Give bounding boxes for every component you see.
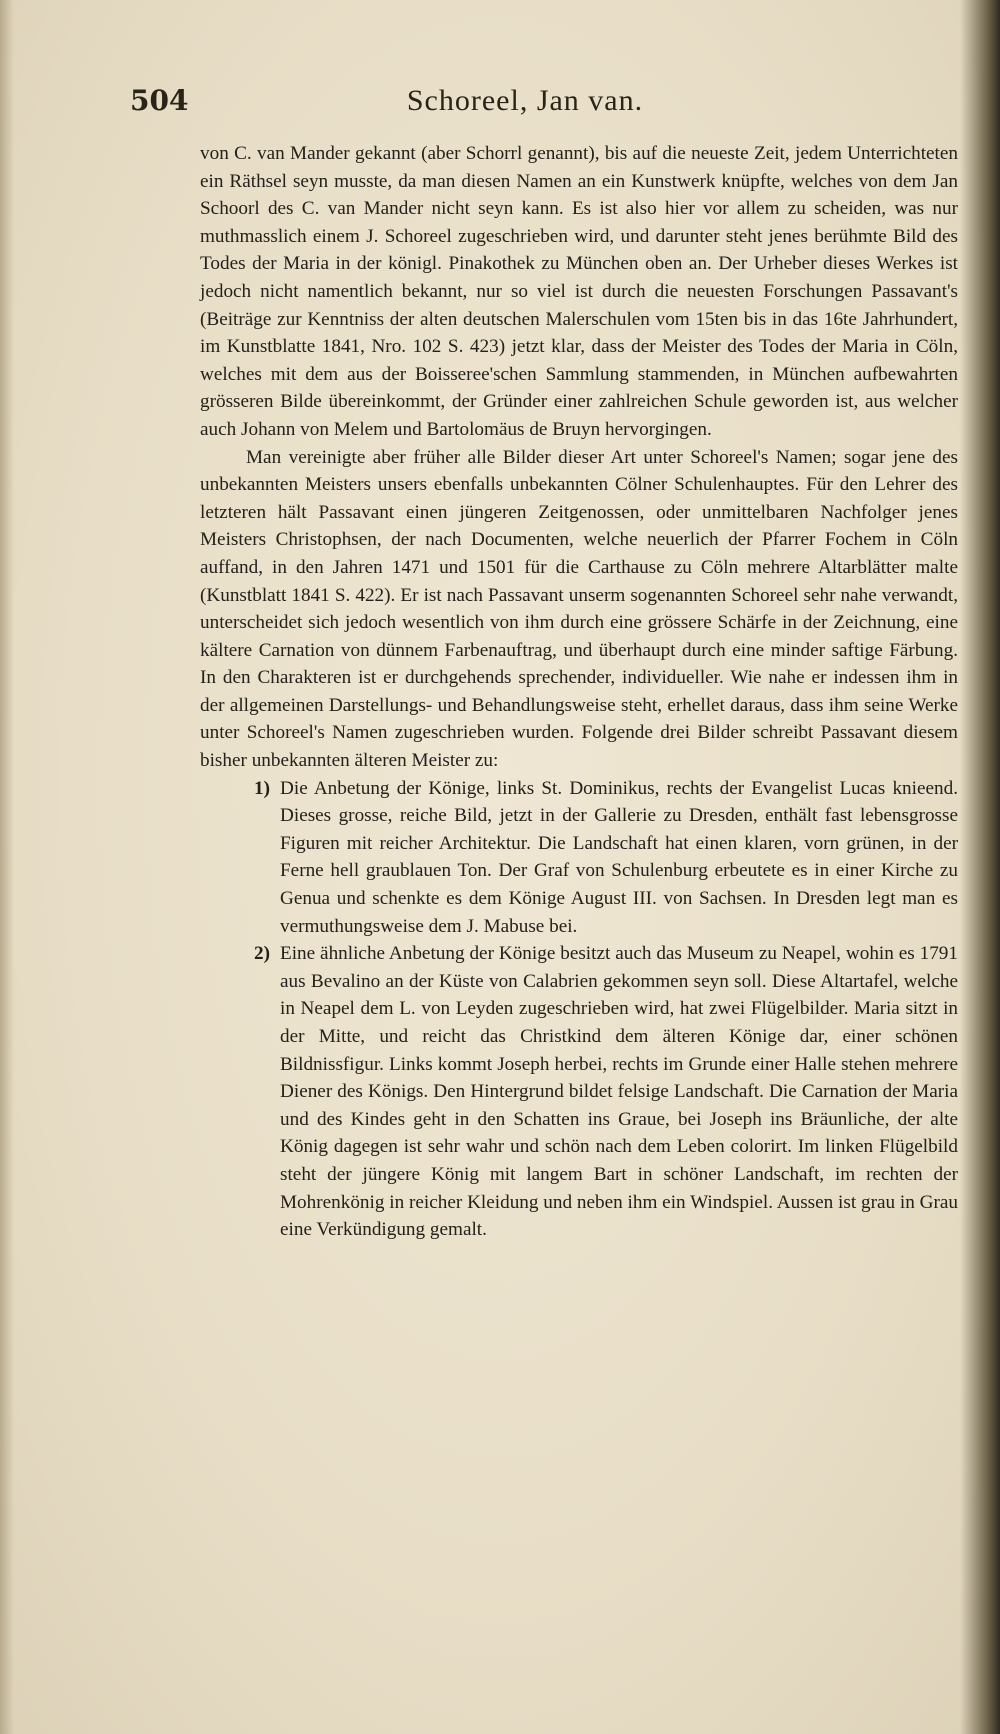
page-left-edge-shadow [0,0,14,1734]
page-spine-shadow [960,0,1000,1734]
list-item-text: Die Anbetung der Könige, links St. Dominikus, rechts der Evangelist Lucas knieend. Dieses grosse, reiche Bild, jetzt in der Gallerie zu Dresden, enthält fast lebensgrosse Figuren mit reicher Architektur. Die Landschaft hat einen klaren, vorn grünen, in der Ferne hell graublauen Ton. Der Graf von Schulenburg erbeutete es in einer Kirche zu Genua und schenkte es dem Könige August III. von Sachsen. In Dresden legt man es vermuthungsweise dem J. Mabuse bei. [280,777,958,937]
running-head: Schoreel, Jan van. [406,84,644,117]
body-text [200,140,958,1244]
list-item-number: 1) [254,777,270,799]
list-item-number: 2) [254,943,270,965]
paragraph: Man vereinigte aber früher alle Bilder dieser Art unter Schoreel's Namen; sogar jene des unbekannten Meisters unsers ebenfalls unbekannten Cölner Schulenhauptes. Für den Lehrer des letzteren hält Passavant einen jüngeren Zeitgenossen, oder unmittelbaren Nachfolger jenes Meisters Christophsen, der nach Documenten, welche neuerlich der Pfarrer Fochem in Cöln auffand, in den Jahren 1471 und 1501 für die Carthause zu Cöln mehrere Altarblätter malte (Kunstblatt 1841 S. 422). Er ist nach Passavant unserm sogenannten Schoreel sehr nahe verwandt, unterscheidet sich jedoch wesentlich von ihm durch eine grössere Schärfe in der Zeichnung, eine kältere Carnation von dünnem Farbenauftrag, und überhaupt durch eine minder saftige Färbung. In den Charakteren ist er durchgehends sprechender, individueller. Wie nahe er indessen ihm in der allgemeinen Darstellungs- und Behandlungsweise steht, erhellet daraus, dass ihm seine Werke unter Schoreel's Namen zugeschrieben wurden. Folgende drei Bilder schreibt Passavant diesem bisher unbekannten älteren Meister zu: [200,446,958,772]
list-item [200,940,958,1244]
list-item-text: Eine ähnliche Anbetung der Könige besitzt auch das Museum zu Neapel, wohin es 1791 aus Bevalino an der Küste von Calabrien gekommen seyn soll. Diese Altartafel, welche in Neapel dem L. von Leyden zugeschrieben wird, hat zwei Flügelbilder. Maria sitzt in der Mitte, und reicht das Christkind dem älteren Könige dar, einer schönen Bildnissfigur. Links kommt Joseph herbei, rechts im Grunde einer Halle stehen mehrere Diener des Königs. Den Hintergrund bildet felsige Landschaft. Die Carnation der Maria und des Kindes geht in den Schatten ins Graue, bei Joseph ins Bräunliche, der alte König dagegen ist sehr wahr und schön nach dem Leben colorirt. Im linken Flügelbild steht der jüngere König mit langem Bart in schöner Landschaft, im rechten der Mohrenkönig in reicher Kleidung und neben ihm ein Windspiel. Aussen ist grau in Grau eine Verkündigung gemalt. [280,943,958,1241]
page-number: 504 [130,84,189,117]
paragraph: von C. van Mander gekannt (aber Schorrl genannt), bis auf die neueste Zeit, jedem Unterrichteten ein Räthsel seyn musste, da man diesen Namen an ein Kunstwerk knüpfte, welches von dem Jan Schoorl des C. van Mander nicht seyn kann. Es ist also hier vor allem zu scheiden, was nur muthmasslich einem J. Schoreel zugeschrieben wird, und darunter steht jenes berühmte Bild des Todes der Maria in der königl. Pinakothek zu München oben an. Der Urheber dieses Werkes ist jedoch nicht namentlich bekannt, nur so viel ist durch die neuesten Forschungen Passavant's (Beiträge zur Kenntniss der alten deutschen Malerschulen vom 15ten bis in das 16te Jahrhundert, im Kunstblatte 1841, Nro. 102 S. 423) jetzt klar, dass der Meister des Todes der Maria in Cöln, welches mit dem aus der Boisseree'schen Sammlung stammenden, in München aufbewahrten grösseren Bilde übereinkommt, der Gründer einer zahlreichen Schule geworden ist, aus welcher auch Johann von Melem und Bartolomäus de Bruyn hervorgingen. [200,143,958,440]
page-header [130,84,920,124]
list-item [200,775,958,941]
